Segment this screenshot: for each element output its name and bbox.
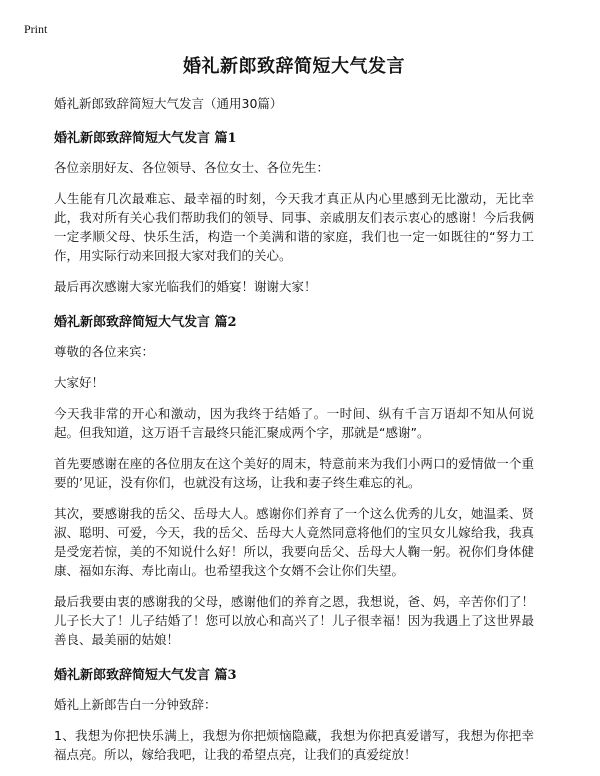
paragraph: 尊敬的各位来宾： <box>54 344 155 359</box>
section-2 <box>54 311 534 649</box>
document-subtitle: 婚礼新郎致辞简短大气发言（通用30篇） <box>54 96 283 111</box>
paragraph: 各位亲朋好友、各位领导、各位女士、各位先生： <box>54 160 330 175</box>
paragraph: 最后再次感谢大家光临我们的婚宴！谢谢大家！ <box>54 279 317 294</box>
paragraph: 首先要感谢在座的各位朋友在这个美好的周末，特意前来为我们小两口的爱情做一个重要的’见证，没有你们，也就没有这场，让我和妻子终生难忘的礼。 <box>54 456 534 490</box>
section-heading: 婚礼新郎致辞简短大气发言 篇2 <box>54 315 237 330</box>
section-heading: 婚礼新郎致辞简短大气发言 篇3 <box>54 668 237 683</box>
print-link[interactable]: Print <box>24 22 48 36</box>
section-3 <box>54 664 534 764</box>
paragraph: 1、我想为你把快乐满上，我想为你把烦恼隐藏，我想为你把真爱谱写，我想为你把幸福点亮。所以，嫁给我吧，让我的希望点亮，让我们的真爱绽放！ <box>54 728 534 762</box>
paragraph: 人生能有几次最难忘、最幸福的时刻，今天我才真正从内心里感到无比激动，无比幸此，我对所有关心我们帮助我们的领导、同事、亲戚朋友们表示衷心的感谢！今后我俩一定孝顺父母、快乐生活，构造一个美满和谐的家庭，我们也一定一如既往的“努力工作，用实际行动来回报大家对我们的关心。 <box>54 191 534 263</box>
paragraph: 今天我非常的开心和激动，因为我终于结婚了。一时间、纵有千言万语却不知从何说起。但我知道，这万语千言最终只能汇聚成两个字，那就是“感谢”。 <box>54 406 534 440</box>
paragraph: 婚礼上新郎告白一分钟致辞： <box>54 697 217 712</box>
paragraph: 大家好！ <box>54 375 105 390</box>
paragraph: 最后我要由衷的感谢我的父母，感谢他们的养育之恩，我想说，爸、妈，辛苦你们了！儿子长大了！儿子结婚了！您可以放心和高兴了！儿子很幸福！因为我遇上了这世界最善良、最美丽的姑娘！ <box>54 594 534 647</box>
paragraph: 其次，要感谢我的岳父、岳母大人。感谢你们养育了一个这么优秀的儿女，她温柔、贤淑、聪明、可爱，今天，我的岳父、岳母大人竟然同意将他们的宝贝女儿嫁给我，我真是受宠若惊，美的不知说什么好！所以，我要向岳父、岳母大人鞠一躬。祝你们身体健康、福如东海、寿比南山。也希望我这个女婿不会让你们失望。 <box>54 506 534 578</box>
section-1 <box>54 127 534 296</box>
page-title: 婚礼新郎致辞简短大气发言 <box>183 56 405 77</box>
section-heading: 婚礼新郎致辞简短大气发言 篇1 <box>54 131 237 146</box>
